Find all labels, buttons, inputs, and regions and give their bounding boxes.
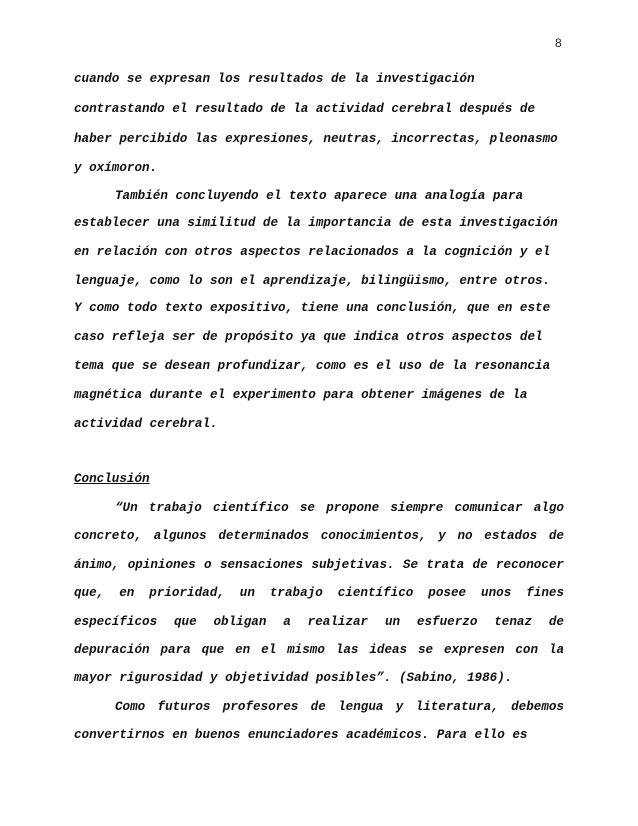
quote-line: depuración para que en el mismo las ideas se expresen con la (74, 643, 564, 657)
section-heading: Conclusión (74, 472, 150, 486)
text-line: y oxímoron. (74, 161, 158, 175)
text-line: caso refleja ser de propósito ya que indica otros aspectos del (74, 330, 543, 344)
text-line: haber percibido las expresiones, neutras, incorrectas, pleonasmo (74, 132, 558, 146)
text-line: establecer una similitud de la importancia de esta investigación (74, 216, 558, 230)
quote-line: específicos que obligan a realizar un esfuerzo tenaz de (74, 615, 564, 629)
page-number: 8 (555, 36, 562, 50)
text-line: convertirnos en buenos enunciadores académicos. Para ello es (74, 728, 528, 742)
quote-line: concreto, algunos determinados conocimientos, y no estados de (74, 529, 564, 543)
text-line: en relación con otros aspectos relacionados a la cognición y el (74, 245, 551, 259)
text-line: Y como todo texto expositivo, tiene una conclusión, que en este (74, 301, 551, 315)
text-line: magnética durante el experimento para obtener imágenes de la (74, 388, 528, 402)
quote-line: ánimo, opiniones o sensaciones subjetivas. Se trata de reconocer (74, 558, 564, 572)
quote-line: que, en prioridad, un trabajo científico posee unos fines (74, 586, 564, 600)
text-line: cuando se expresan los resultados de la investigación (74, 72, 475, 86)
quote-line: mayor rigurosidad y objetividad posibles”. (Sabino, 1986). (74, 671, 513, 685)
text-line: contrastando el resultado de la actividad cerebral después de (74, 102, 536, 116)
text-line: lenguaje, como lo son el aprendizaje, bilingüismo, entre otros. (74, 274, 551, 288)
quote-line: “Un trabajo científico se propone siempre comunicar algo (115, 501, 564, 515)
text-line: tema que se desean profundizar, como es el uso de la resonancia (74, 359, 551, 373)
text-line: También concluyendo el texto aparece una analogía para (115, 189, 524, 203)
text-line: Como futuros profesores de lengua y literatura, debemos (115, 700, 564, 714)
text-line: actividad cerebral. (74, 417, 218, 431)
